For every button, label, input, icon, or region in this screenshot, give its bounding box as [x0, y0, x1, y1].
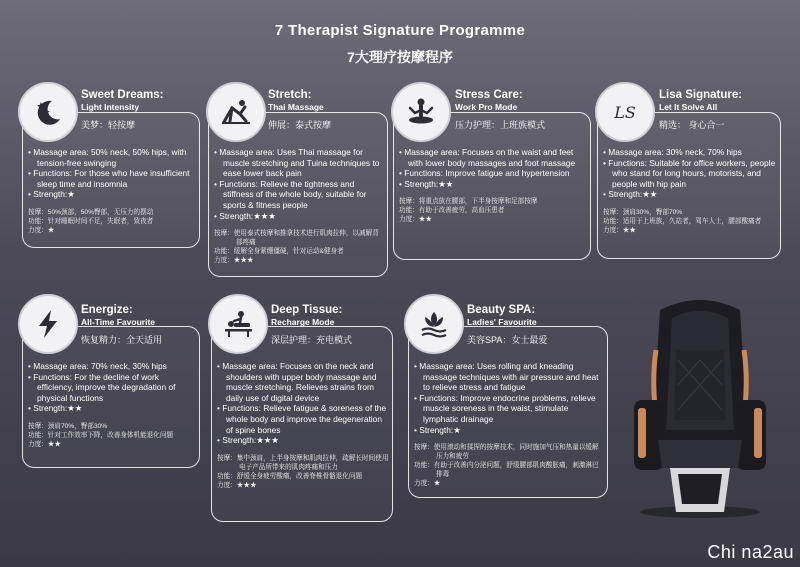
card-description: [399, 147, 585, 224]
chinese-line: 按摩：颈肩70%，臀部30%: [28, 422, 108, 430]
functions-text: • Functions: Suitable for office workers, people who stand for long hours, motorists, and people with hip pain: [603, 157, 776, 189]
page-title: 7 Therapist Signature Programme: [274, 22, 526, 39]
chinese-line: 力度：★★: [28, 440, 61, 448]
programme-name-chinese: 精选： 身心合一: [659, 120, 725, 130]
massage-area-text: • Massage area: Focuses on the neck and shoulders with upper body massage and muscle stretching. Relieves strains from daily use of digital device: [217, 361, 377, 403]
svg-text:LS: LS: [614, 103, 636, 122]
card-description: [217, 361, 389, 490]
chinese-description: [399, 197, 585, 224]
programme-name-chinese: 美梦：轻按摩: [81, 120, 136, 130]
programme-name: Stretch:: [268, 89, 312, 101]
ls-monogram-icon: [595, 82, 655, 142]
card-header: [467, 304, 603, 346]
strength-text: • Strength:★: [414, 424, 461, 435]
chinese-line: 按摩：将重点放在腰部，下半身按摩和足部按摩: [399, 198, 538, 206]
meditation-icon: [391, 82, 451, 142]
card-description: [28, 361, 196, 449]
chinese-line: 功能：有助于改善疲劳，高血压患者: [399, 207, 505, 215]
chinese-description: [603, 208, 777, 235]
page-title-chinese: 7大理疗按摩程序: [347, 49, 453, 65]
strength-text: • Strength:★★: [603, 189, 658, 200]
functions-text: • Functions: Improve endocrine problems, relieve muscle soreness in the waist, stimulate lymphatic drainage: [414, 392, 596, 424]
strength-text: • Strength:★★★: [217, 435, 279, 446]
functions-text: • Functions: Relieve fatigue & soreness of the whole body and improve the degeneration of spine bones: [217, 403, 387, 435]
chinese-line: 按摩：50%颈部，50%臀部，无压力的摆动: [28, 208, 154, 216]
chinese-line: 力度：★★★: [217, 481, 257, 489]
chinese-line: 功能：舒缓全身疲劳酸痛，改善脊椎骨骼退化问题: [217, 472, 363, 480]
massage-area-text: • Massage area: Uses Thai massage for muscle stretching and Tuina techniques to ease lower back pain: [214, 147, 380, 179]
chinese-line: 按摩：使用泰式按摩和推拿技术进行肌肉拉伸，以减解背部疼痛: [214, 230, 379, 247]
programme-name-chinese: 压力护理：上班族模式: [455, 120, 546, 130]
programme-name: Sweet Dreams:: [81, 89, 164, 101]
card-header: [271, 304, 389, 346]
lightning-bolt-icon: [18, 294, 78, 354]
card-description: [414, 361, 602, 488]
functions-text: • Functions: Relieve the tightness and stiffness of the whole body, suitable for sports & fitness people: [214, 178, 367, 210]
chinese-line: 力度：★★★: [214, 257, 254, 265]
programme-name: Stress Care:: [455, 89, 523, 101]
functions-text: • Functions: For those who have insufficient sleep time and insomnia: [28, 168, 190, 189]
strength-text: • Strength:★★★: [214, 210, 276, 221]
chinese-description: [414, 443, 602, 488]
chinese-line: 功能：针对睡眠时间不足，失眠者，致夜者: [28, 217, 154, 225]
chinese-description: [28, 208, 196, 235]
chinese-line: 按摩：使用滚动和揉捏的按摩技术，同时施加气压和热量以缓解压力和疲劳: [414, 444, 599, 461]
card-header: [268, 89, 383, 131]
programme-name: Energize:: [81, 304, 133, 316]
spa-lotus-icon: [404, 294, 464, 354]
massage-table-icon: [208, 294, 268, 354]
chinese-description: [28, 422, 196, 449]
programme-name: Deep Tissue:: [271, 304, 343, 316]
chinese-line: 按摩：集中颈肩，上半身按摩和肌肉拉伸，疏解长时间使用电子产品所带来的肌肉疼痛和压力: [217, 454, 389, 471]
card-header: [81, 89, 196, 131]
programme-name-chinese: 恢复精力：全天适用: [81, 335, 163, 345]
card-description: [28, 147, 196, 235]
programme-name-chinese: 美容SPA：女士最爱: [467, 335, 548, 345]
strength-text: • Strength:★★: [28, 403, 83, 414]
massage-area-text: • Massage area: Focuses on the waist and feet with lower body massages and foot massage: [399, 147, 576, 168]
massage-chair-image: [620, 290, 780, 520]
chinese-line: 按摩：颈肩30%，臀部70%: [603, 208, 683, 216]
chinese-line: 功能：适用于上班族，久站者，驾车人士，腰部酸痛者: [603, 217, 762, 225]
card-header: [81, 304, 196, 346]
strength-text: • Strength:★★: [399, 178, 454, 189]
programme-subtitle: Recharge Mode: [271, 317, 335, 327]
programme-subtitle: Work Pro Mode: [455, 102, 518, 112]
moon-stars-icon: [18, 82, 78, 142]
functions-text: • Functions: For the decline of work efficiency, improve the degradation of physical functions: [28, 371, 176, 403]
massage-area-text: • Massage area: 70% neck, 30% hips: [28, 361, 167, 371]
card-description: [603, 147, 777, 235]
watermark-text: Chi na2au: [707, 542, 794, 562]
programme-subtitle: All-Time Favourite: [81, 317, 155, 327]
card-description: [214, 147, 384, 265]
massage-area-text: • Massage area: Uses rolling and kneading massage techniques with air pressure and heat to relieve stress and fatigue: [414, 361, 599, 393]
massage-area-text: • Massage area: 50% neck, 50% hips, with tension-free swinging: [28, 147, 187, 168]
programme-name-chinese: 深层护理：充电模式: [271, 335, 353, 345]
chinese-description: [217, 454, 389, 490]
programme-name: Lisa Signature:: [659, 89, 743, 101]
stretch-pose-icon: [206, 82, 266, 142]
chinese-line: 功能：有助于改善内分泌问题，舒缓腰部肌肉酸胀痛，刺激淋巴排毒: [414, 462, 599, 479]
chinese-line: 功能：针对工作效率下降，改善身体机能退化问题: [28, 431, 174, 439]
chinese-line: 力度：★: [28, 226, 55, 234]
programme-name: Beauty SPA:: [467, 304, 536, 316]
strength-text: • Strength:★: [28, 189, 75, 200]
programme-subtitle: Let It Solve All: [659, 102, 718, 112]
massage-area-text: • Massage area: 30% neck, 70% hips: [603, 147, 742, 157]
functions-text: • Functions: Improve fatigue and hypertension: [399, 168, 570, 179]
programme-subtitle: Ladies' Favourite: [467, 317, 537, 327]
programme-subtitle: Light Intensity: [81, 102, 140, 112]
card-header: [659, 89, 777, 131]
card-header: [455, 89, 585, 131]
chinese-description: [214, 229, 384, 265]
programme-name-chinese: 伸展：泰式按摩: [268, 120, 332, 130]
chinese-line: 力度：★★: [399, 216, 432, 224]
programme-subtitle: Thai Massage: [268, 102, 324, 112]
chinese-line: 功能：缓解全身紧绷僵硬，针对运动&健身者: [214, 248, 344, 256]
chinese-line: 力度：★: [414, 480, 441, 488]
chinese-line: 力度：★★: [603, 226, 636, 234]
